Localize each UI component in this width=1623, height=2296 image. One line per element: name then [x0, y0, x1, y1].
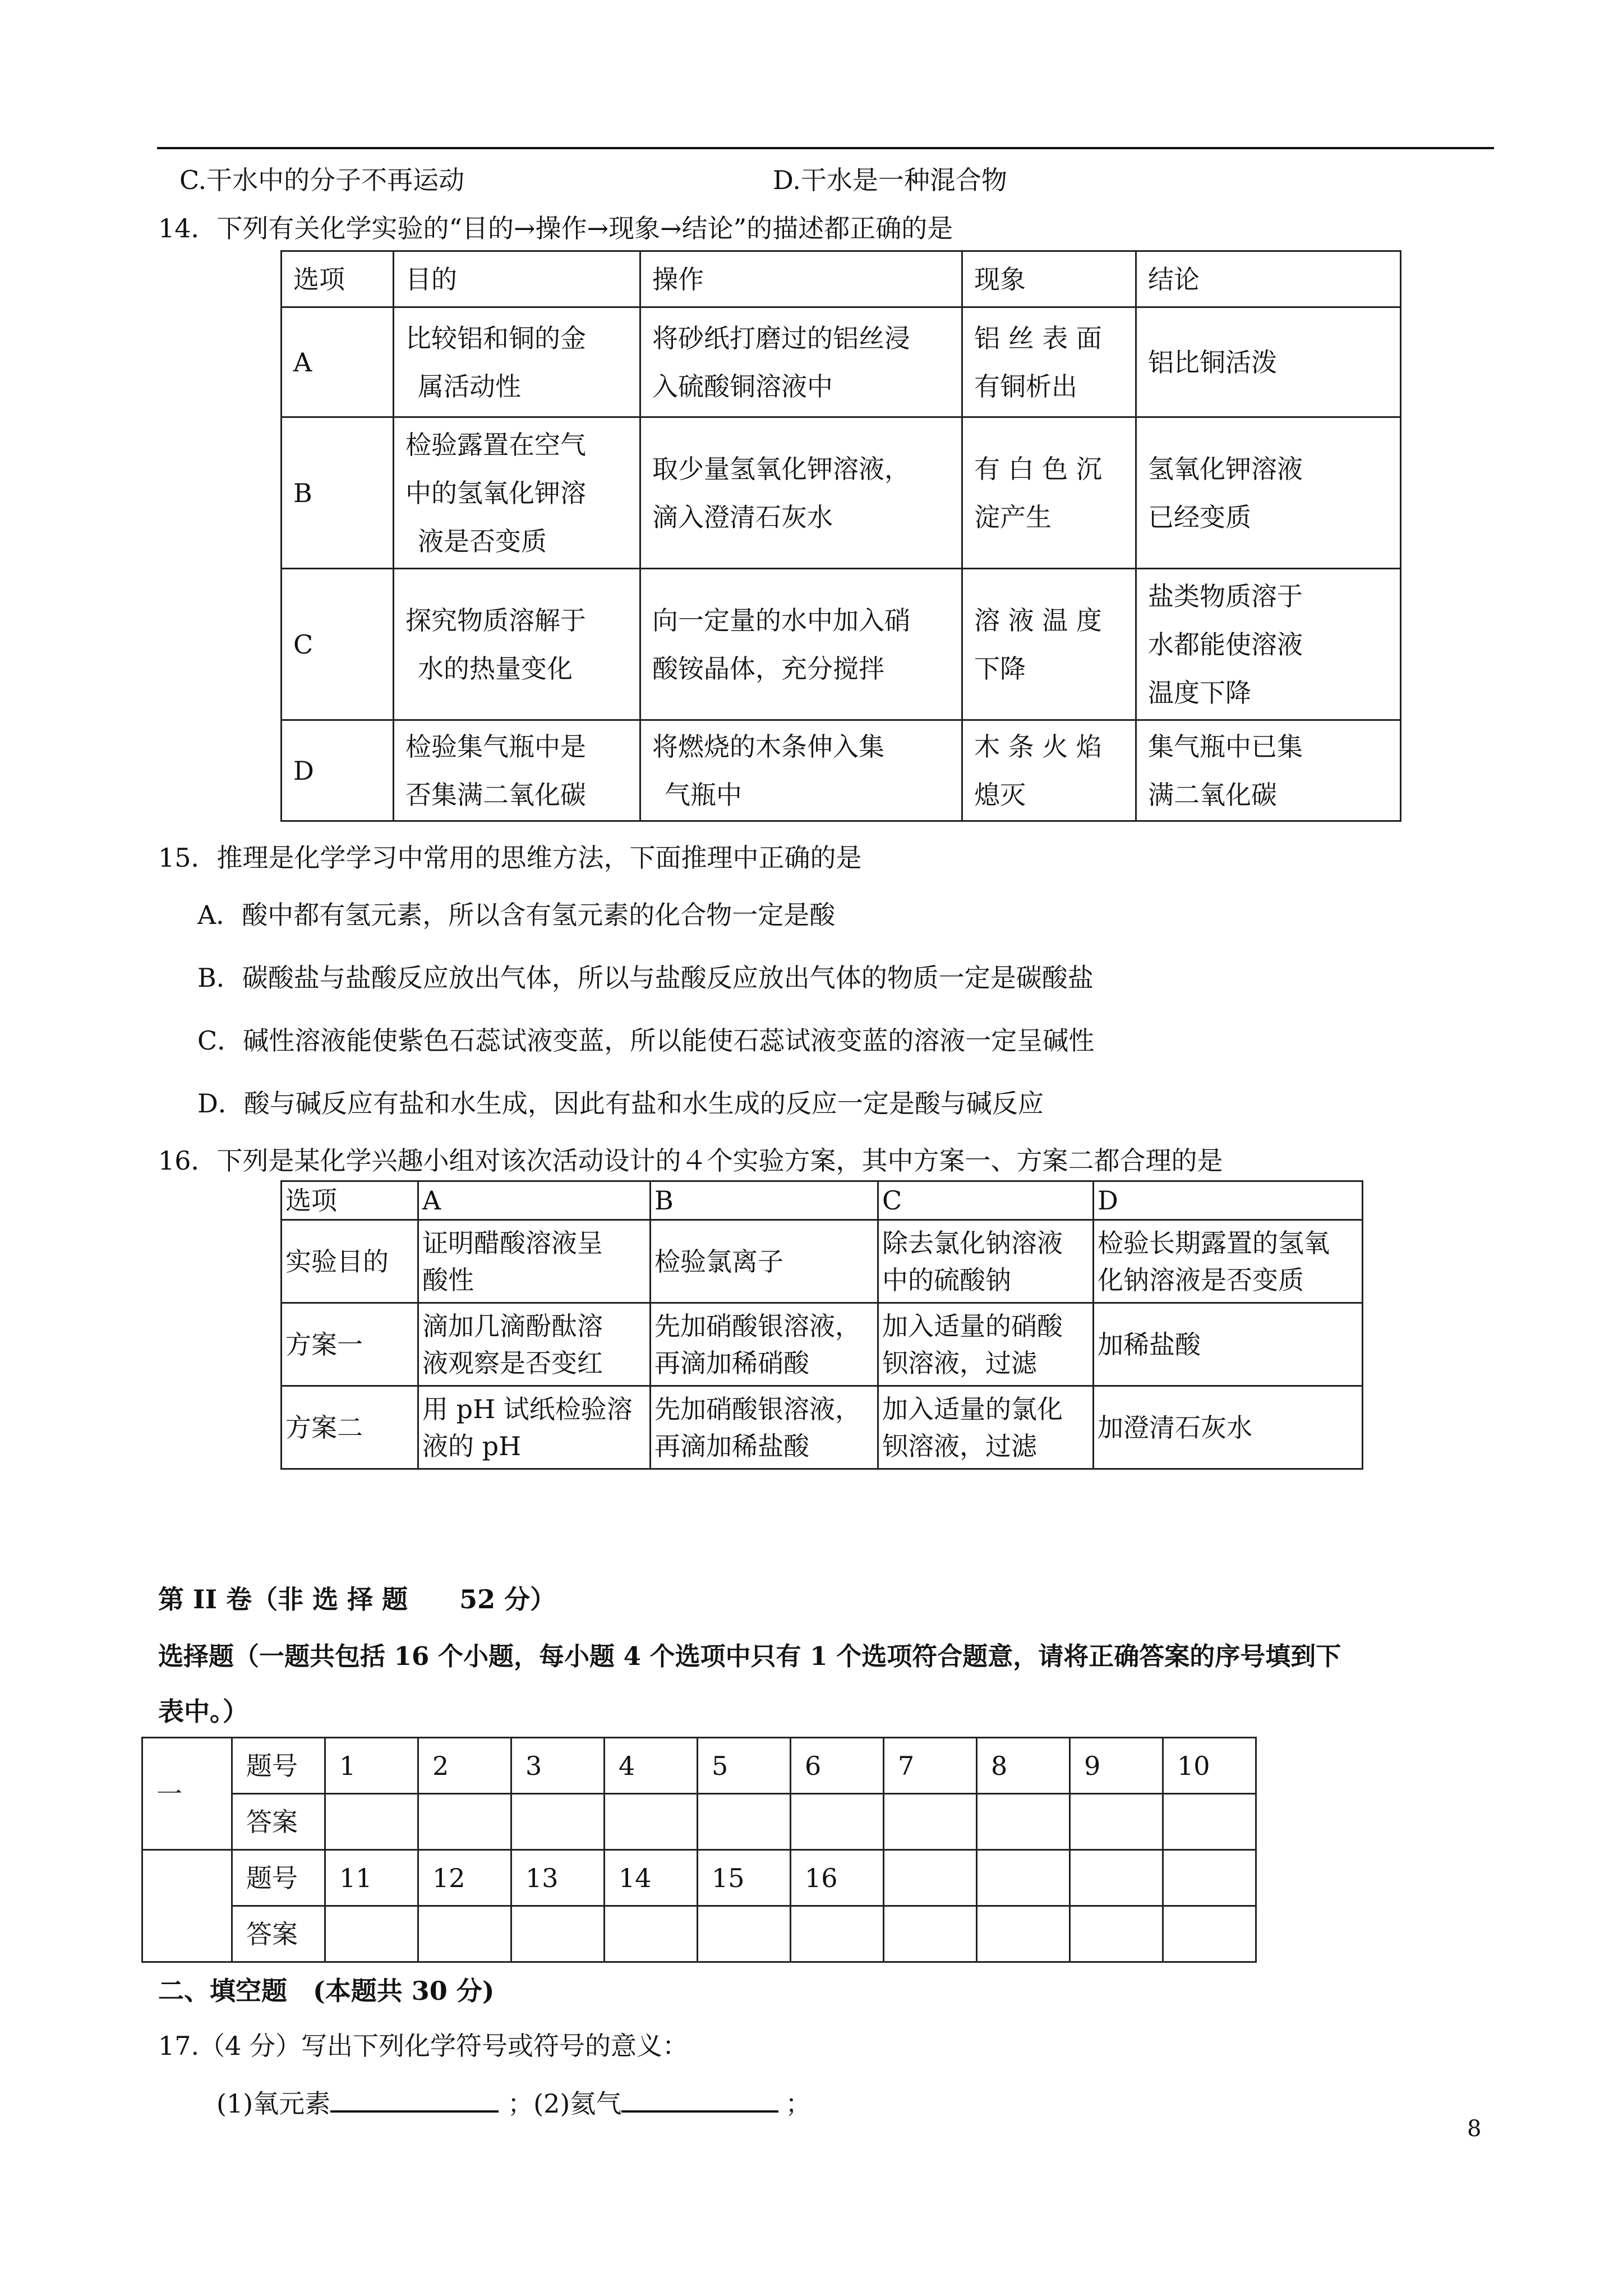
answer-row-qnum-2	[142, 1850, 1256, 1906]
q16-cell: 除去氯化钠溶液 中的硫酸钠	[878, 1220, 1094, 1303]
q14-option-label: B	[282, 417, 394, 569]
q14-row-c	[282, 569, 1401, 720]
answer-cell[interactable]	[698, 1794, 791, 1850]
q14-header-cell: 现象	[962, 251, 1136, 307]
section-ii-title: 第 II 卷（非 选 择 题 52 分）	[158, 1584, 556, 1614]
answer-table	[141, 1737, 1257, 1963]
q16-cell: 滴加几滴酚酞溶 液观察是否变红	[418, 1303, 651, 1386]
answer-cell[interactable]	[605, 1794, 698, 1850]
answer-qnum: 6	[791, 1738, 884, 1794]
q13-option-c: C.干水中的分子不再运动	[179, 165, 465, 195]
answer-qnum: 9	[1070, 1738, 1163, 1794]
answer-cell[interactable]	[418, 1906, 511, 1962]
answer-qnum: 10	[1163, 1738, 1256, 1794]
answer-cell[interactable]	[884, 1906, 977, 1962]
q15-option-d: D．酸与碱反应有盐和水生成，因此有盐和水生成的反应一定是酸与碱反应	[197, 1088, 1044, 1119]
q17-blank-2[interactable]	[621, 2086, 778, 2113]
q16-cell: 先加硝酸银溶液， 再滴加稀盐酸	[651, 1386, 878, 1469]
answer-cell[interactable]	[698, 1906, 791, 1962]
q16-header-cell: D	[1094, 1181, 1363, 1220]
q14-header-row	[282, 251, 1401, 307]
q16-cell: 加入适量的氯化 钡溶液，过滤	[878, 1386, 1094, 1469]
q16-cell: 加入适量的硝酸 钡溶液，过滤	[878, 1303, 1094, 1386]
q14-observation: 有 白 色 沉 淀产生	[962, 417, 1136, 569]
answer-cell[interactable]	[791, 1794, 884, 1850]
answer-ans-label: 答案	[232, 1794, 325, 1850]
q14-goal: 探究物质溶解于 水的热量变化	[394, 569, 640, 720]
q17-parts	[216, 2086, 811, 2120]
q16-cell: 加稀盐酸	[1094, 1303, 1363, 1386]
q16-cell: 检验氯离子	[651, 1220, 878, 1303]
answer-cell[interactable]	[511, 1794, 605, 1850]
answer-row-qnum-1	[142, 1738, 1256, 1794]
q14-header-cell: 结论	[1136, 251, 1401, 307]
q17-part2-label: (2)氦气	[533, 2088, 622, 2119]
header-rule	[157, 147, 1494, 149]
q14-observation: 铝 丝 表 面 有铜析出	[962, 307, 1136, 417]
answer-cell[interactable]	[325, 1906, 418, 1962]
answer-cell[interactable]	[511, 1906, 605, 1962]
q14-conclusion: 集气瓶中已集 满二氧化碳	[1136, 720, 1401, 821]
q14-conclusion: 铝比铜活泼	[1136, 307, 1401, 417]
answer-qnum: 11	[325, 1850, 418, 1906]
answer-cell[interactable]	[1070, 1794, 1163, 1850]
answer-qnum: 8	[977, 1738, 1070, 1794]
q16-row-plan2	[282, 1386, 1363, 1469]
q16-cell: 证明醋酸溶液呈 酸性	[418, 1220, 651, 1303]
answer-qnum: 16	[791, 1850, 884, 1906]
answer-cell[interactable]	[791, 1906, 884, 1962]
q15-option-c: C．碱性溶液能使紫色石蕊试液变蓝，所以能使石蕊试液变蓝的溶液一定呈碱性	[197, 1025, 1095, 1056]
answer-cell[interactable]	[977, 1906, 1070, 1962]
q14-operation: 向一定量的水中加入硝 酸铵晶体，充分搅拌	[640, 569, 962, 720]
answer-cell[interactable]	[977, 1794, 1070, 1850]
answer-qnum	[977, 1850, 1070, 1906]
q16-cell: 先加硝酸银溶液， 再滴加稀硝酸	[651, 1303, 878, 1386]
q17-end: ；	[785, 2088, 811, 2119]
q14-goal: 检验集气瓶中是 否集满二氧化碳	[394, 720, 640, 821]
answer-row-ans-2	[142, 1906, 1256, 1962]
answer-qnum-label: 题号	[232, 1850, 325, 1906]
q17-stem: 17.（4 分）写出下列化学符号或符号的意义：	[158, 2031, 689, 2061]
q16-header-cell: C	[878, 1181, 1094, 1220]
q16-header-row	[282, 1181, 1363, 1220]
q14-conclusion: 氢氧化钾溶液 已经变质	[1136, 417, 1401, 569]
q17-part1-label: (1)氧元素	[216, 2088, 331, 2119]
section-ii-instruction: 选择题（一题共包括 16 个小题，每小题 4 个选项中只有 1 个选项符合题意，请将正确答案的序号填到下	[158, 1641, 1341, 1671]
q14-row-d	[282, 720, 1401, 821]
answer-cell[interactable]	[325, 1794, 418, 1850]
q16-header-cell: A	[418, 1181, 651, 1220]
q14-header-cell: 选项	[282, 251, 394, 307]
q16-header-cell: B	[651, 1181, 878, 1220]
answer-qnum	[1163, 1850, 1256, 1906]
q14-operation: 取少量氢氧化钾溶液， 滴入澄清石灰水	[640, 417, 962, 569]
answer-qnum: 1	[325, 1738, 418, 1794]
section-fill-title: 二、填空题 (本题共 30 分)	[158, 1976, 495, 2006]
answer-qnum: 12	[418, 1850, 511, 1906]
q15-stem: 15．推理是化学学习中常用的思维方法，下面推理中正确的是	[158, 843, 862, 873]
answer-cell[interactable]	[1070, 1906, 1163, 1962]
q16-row-plan1	[282, 1303, 1363, 1386]
page-number: 8	[1467, 2116, 1482, 2142]
q14-goal: 比较铝和铜的金 属活动性	[394, 307, 640, 417]
answer-row-ans-1	[142, 1794, 1256, 1850]
answer-cell[interactable]	[605, 1906, 698, 1962]
answer-section-label: 一	[142, 1738, 232, 1850]
q14-table	[280, 250, 1401, 822]
answer-cell[interactable]	[418, 1794, 511, 1850]
q15-option-a: A．酸中都有氢元素，所以含有氢元素的化合物一定是酸	[197, 900, 836, 930]
q14-operation: 将燃烧的木条伸入集 气瓶中	[640, 720, 962, 821]
q14-conclusion: 盐类物质溶于 水都能使溶液 温度下降	[1136, 569, 1401, 720]
q14-header-cell: 操作	[640, 251, 962, 307]
q16-cell: 加澄清石灰水	[1094, 1386, 1363, 1469]
q14-row-a	[282, 307, 1401, 417]
answer-cell[interactable]	[1163, 1906, 1256, 1962]
answer-qnum: 14	[605, 1850, 698, 1906]
q14-observation: 溶 液 温 度 下降	[962, 569, 1136, 720]
section-ii-instruction-cont: 表中。）	[158, 1696, 248, 1727]
q14-stem: 14．下列有关化学实验的“目的→操作→现象→结论”的描述都正确的是	[158, 213, 953, 243]
answer-qnum	[1070, 1850, 1163, 1906]
answer-cell[interactable]	[1163, 1794, 1256, 1850]
answer-section-blank	[142, 1850, 232, 1962]
q17-blank-1[interactable]	[330, 2086, 499, 2113]
q16-row-label: 方案二	[282, 1386, 418, 1469]
answer-qnum: 3	[511, 1738, 605, 1794]
q15-option-b: B．碳酸盐与盐酸反应放出气体，所以与盐酸反应放出气体的物质一定是碳酸盐	[197, 963, 1094, 993]
answer-qnum-label: 题号	[232, 1738, 325, 1794]
q14-operation: 将砂纸打磨过的铝丝浸 入硫酸铜溶液中	[640, 307, 962, 417]
q17-separator: ；	[508, 2088, 534, 2119]
q14-goal: 检验露置在空气 中的氢氧化钾溶 液是否变质	[394, 417, 640, 569]
answer-qnum	[884, 1850, 977, 1906]
answer-qnum: 15	[698, 1850, 791, 1906]
answer-qnum: 13	[511, 1850, 605, 1906]
q14-option-label: D	[282, 720, 394, 821]
q16-header-cell: 选项	[282, 1181, 418, 1220]
answer-qnum: 7	[884, 1738, 977, 1794]
q14-option-label: C	[282, 569, 394, 720]
q16-row-label: 方案一	[282, 1303, 418, 1386]
q14-row-b	[282, 417, 1401, 569]
q14-option-label: A	[282, 307, 394, 417]
answer-ans-label: 答案	[232, 1906, 325, 1962]
answer-cell[interactable]	[884, 1794, 977, 1850]
answer-qnum: 5	[698, 1738, 791, 1794]
q16-stem: 16．下列是某化学兴趣小组对该次活动设计的４个实验方案，其中方案一、方案二都合理的是	[158, 1145, 1223, 1176]
q16-row-purpose	[282, 1220, 1363, 1303]
answer-qnum: 2	[418, 1738, 511, 1794]
q13-option-d: D.干水是一种混合物	[773, 165, 1007, 195]
answer-qnum: 4	[605, 1738, 698, 1794]
q16-cell: 用 pH 试纸检验溶 液的 pH	[418, 1386, 651, 1469]
q16-table	[280, 1180, 1363, 1470]
q16-cell: 检验长期露置的氢氧 化钠溶液是否变质	[1094, 1220, 1363, 1303]
q14-header-cell: 目的	[394, 251, 640, 307]
q16-row-label: 实验目的	[282, 1220, 418, 1303]
q14-observation: 木 条 火 焰 熄灭	[962, 720, 1136, 821]
